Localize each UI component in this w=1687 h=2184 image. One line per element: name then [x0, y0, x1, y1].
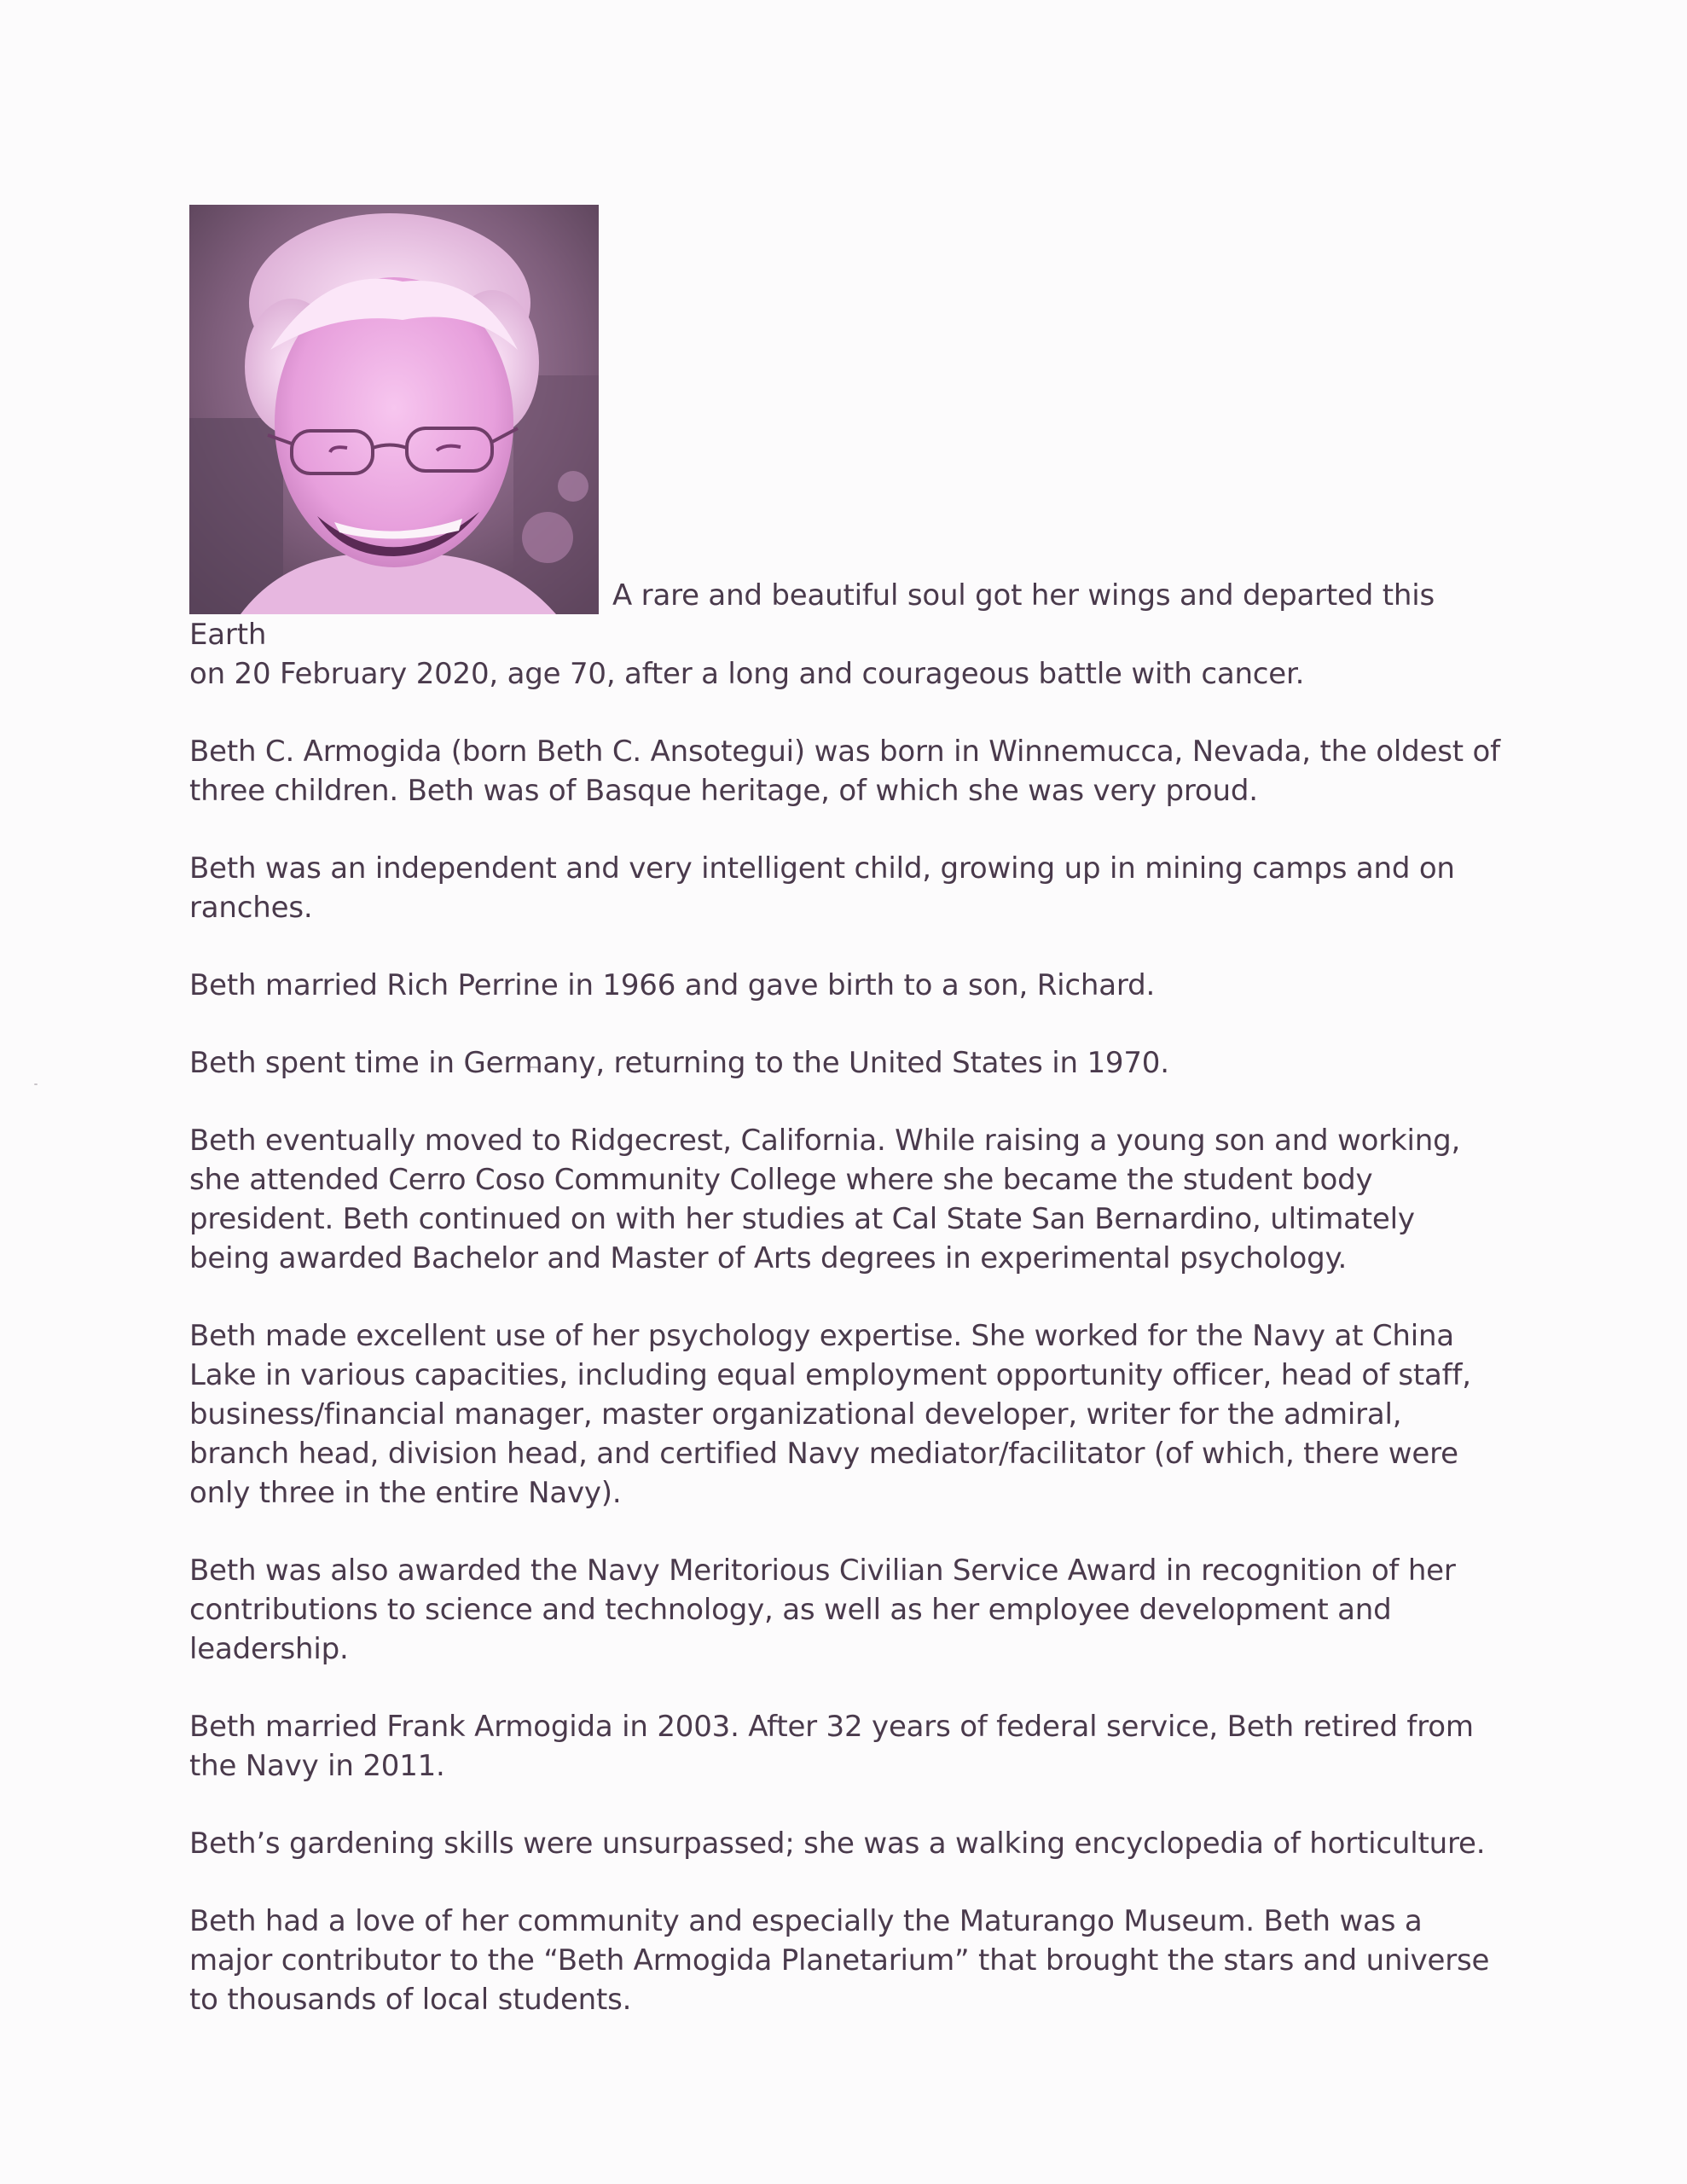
paragraph-navy-career: Beth made excellent use of her psychology expertise. She worked for the Navy at China Lake in various capacities, including equal employment opportunity officer, head of staff, business/financial manager, master organizational developer, writer for the admiral, branch head, division head, and certified Navy mediator/facilitator (of which, there were only three in the entire Navy). [189, 1319, 1471, 1510]
paragraph-germany: Beth spent time in Germany, returning to the United States in 1970. [189, 1046, 1169, 1080]
paragraph-retirement: Beth married Frank Armogida in 2003. After 32 years of federal service, Beth retired from the Navy in 2011. [189, 1710, 1474, 1783]
paragraph-education: Beth eventually moved to Ridgecrest, California. While raising a young son and working, she attended Cerro Coso Community College where she became the student body president. Beth continued on with her studies at Cal State San Bernardino, ultimately being awarded Bachelor and Master of Arts degrees in experimental psychology. [189, 1124, 1461, 1275]
paragraph-award: Beth was also awarded the Navy Meritorious Civilian Service Award in recognition of her contributions to science and technology, as well as her employee development and leadership. [189, 1554, 1456, 1666]
lead-second-line: on 20 February 2020, age 70, after a long and courageous battle with cancer. [189, 657, 1305, 691]
paragraph-community: Beth had a love of her community and especially the Maturango Museum. Beth was a major contributor to the “Beth Armogida Planetarium” that brought the stars and universe to thousands of local students. [189, 1904, 1490, 2017]
paragraph-gardening: Beth’s gardening skills were unsurpassed; she was a walking encyclopedia of horticulture. [189, 1827, 1486, 1861]
scan-speck [34, 1083, 38, 1085]
obituary-text [189, 205, 1503, 2058]
paragraph-birth: Beth C. Armogida (born Beth C. Ansotegui) was born in Winnemucca, Nevada, the oldest of three children. Beth was of Basque heritage, of which she was very proud. [189, 735, 1500, 808]
paragraph-first-marriage: Beth married Rich Perrine in 1966 and gave birth to a son, Richard. [189, 968, 1156, 1002]
portrait-photo [189, 205, 599, 614]
paragraph-childhood: Beth was an independent and very intelligent child, growing up in mining camps and on ranches. [189, 851, 1455, 925]
portrait-image [189, 205, 599, 614]
lead-first-line: A rare and beautiful soul got her wings and departed this Earth [189, 578, 1435, 652]
spacer [189, 694, 1503, 732]
